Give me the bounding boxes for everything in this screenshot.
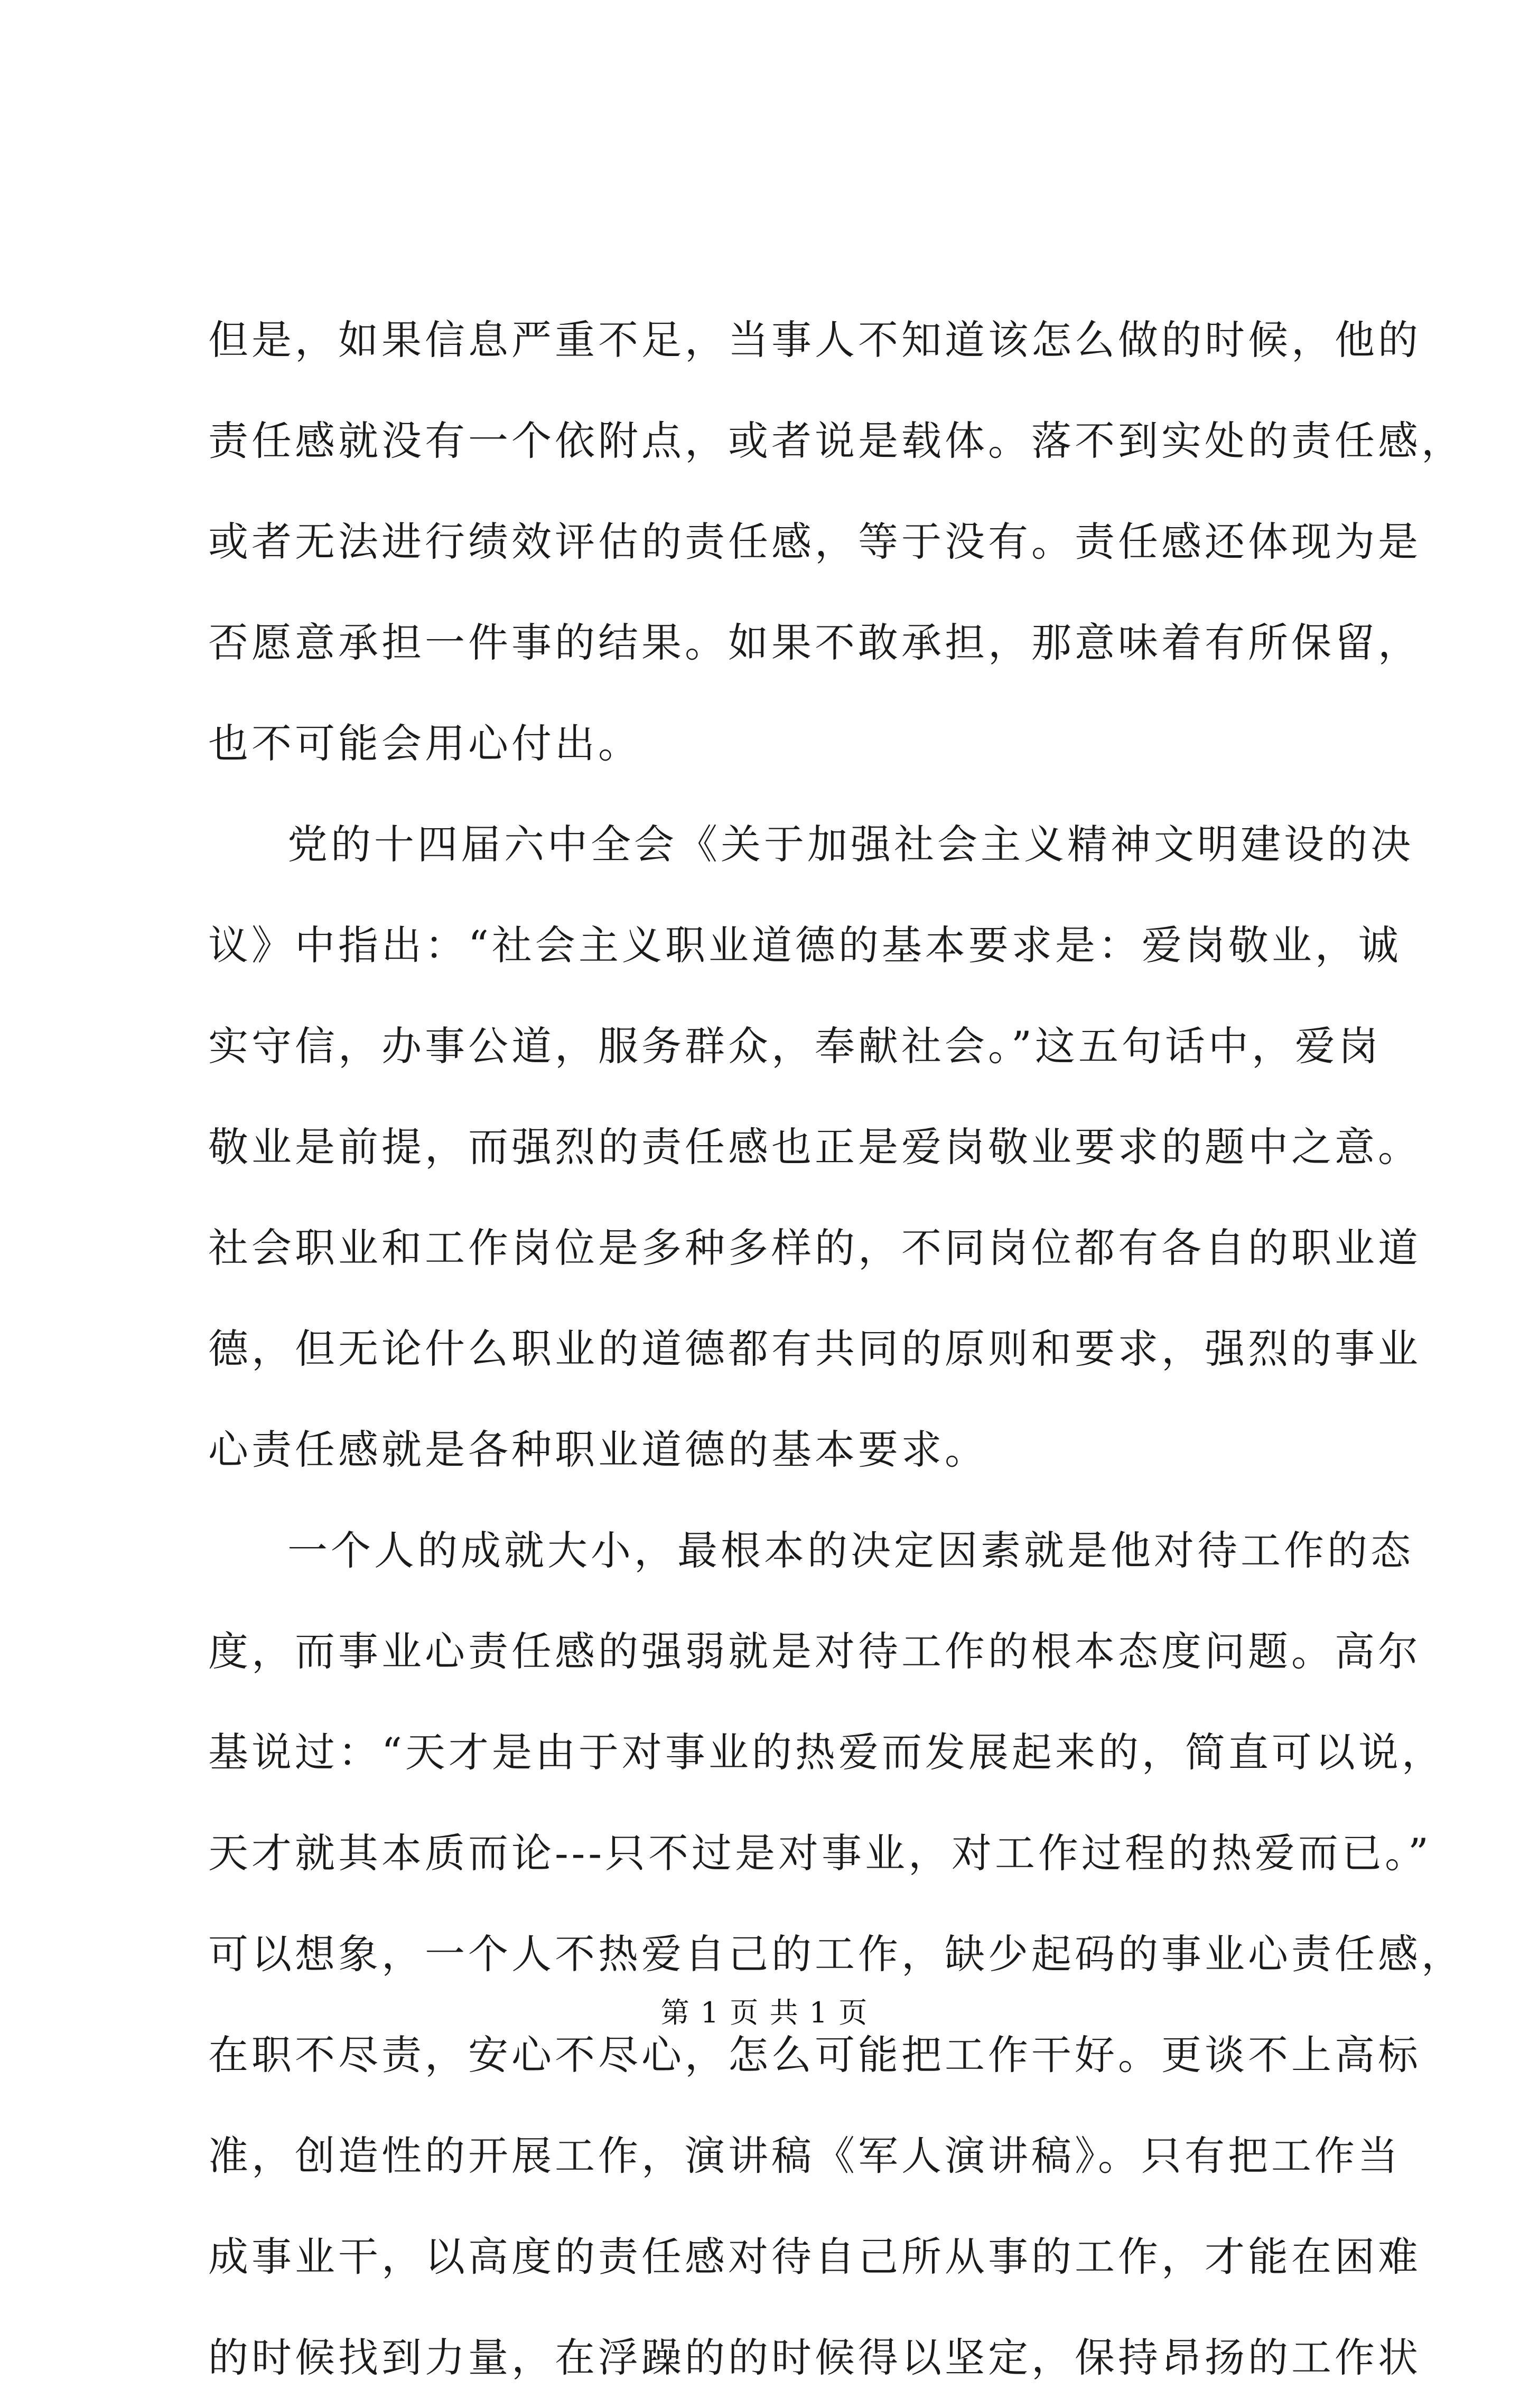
document-body <box>208 289 1465 2408</box>
paragraph-line: 也不可能会用心付出。 <box>208 720 641 767</box>
paragraph-line: 准，创造性的开展工作，演讲稿《军人演讲稿》。只有把工作当 <box>208 2132 1401 2179</box>
paragraph-line: 责任感就没有一个依附点，或者说是载体。落不到实处的责任感， <box>208 417 1465 464</box>
page-footer: 第 1 页 共 1 页 <box>660 1996 869 2029</box>
paragraph-line: 敬业是前提，而强烈的责任感也正是爱岗敬业要求的题中之意。 <box>208 1123 1421 1170</box>
paragraph-line: 议》中指出：“社会主义职业道德的基本要求是：爱岗敬业，诚 <box>208 922 1402 969</box>
paragraph-line: 的时候找到力量，在浮躁的的时候得以坚定，保持昂扬的工作状 <box>208 2334 1421 2381</box>
paragraph-line: 或者无法进行绩效评估的责任感，等于没有。责任感还体现为是 <box>208 518 1421 565</box>
paragraph-first-line: 党的十四届六中全会《关于加强社会主义精神文明建设的决 <box>287 821 1414 868</box>
paragraph-line: 社会职业和工作岗位是多种多样的，不同岗位都有各自的职业道 <box>208 1224 1421 1271</box>
paragraph-line: 可以想象，一个人不热爱自己的工作，缺少起码的事业心责任感， <box>208 1931 1465 1978</box>
paragraph-line: 基说过：“天才是由于对事业的热爱而发展起来的，简直可以说， <box>208 1729 1445 1776</box>
paragraph-line: 但是，如果信息严重不足，当事人不知道该怎么做的时候，他的 <box>208 316 1421 363</box>
paragraph-line: 实守信，办事公道，服务群众，奉献社会。”这五句话中，爱岗 <box>208 1023 1382 1070</box>
paragraph-first-line: 一个人的成就大小，最根本的决定因素就是他对待工作的态 <box>287 1527 1414 1574</box>
paragraph-line: 成事业干，以高度的责任感对待自己所从事的工作，才能在困难 <box>208 2233 1421 2280</box>
paragraph-line: 在职不尽责，安心不尽心，怎么可能把工作干好。更谈不上高标 <box>208 2031 1421 2078</box>
paragraph-line: 度，而事业心责任感的强弱就是对待工作的根本态度问题。高尔 <box>208 1628 1421 1675</box>
paragraph-line: 天才就其本质而论---只不过是对事业，对工作过程的热爱而已。” <box>208 1830 1432 1877</box>
paragraph-line: 德，但无论什么职业的道德都有共同的原则和要求，强烈的事业 <box>208 1325 1421 1372</box>
paragraph-line: 心责任感就是各种职业道德的基本要求。 <box>208 1426 988 1473</box>
paragraph-line: 否愿意承担一件事的结果。如果不敢承担，那意味着有所保留， <box>208 619 1421 666</box>
